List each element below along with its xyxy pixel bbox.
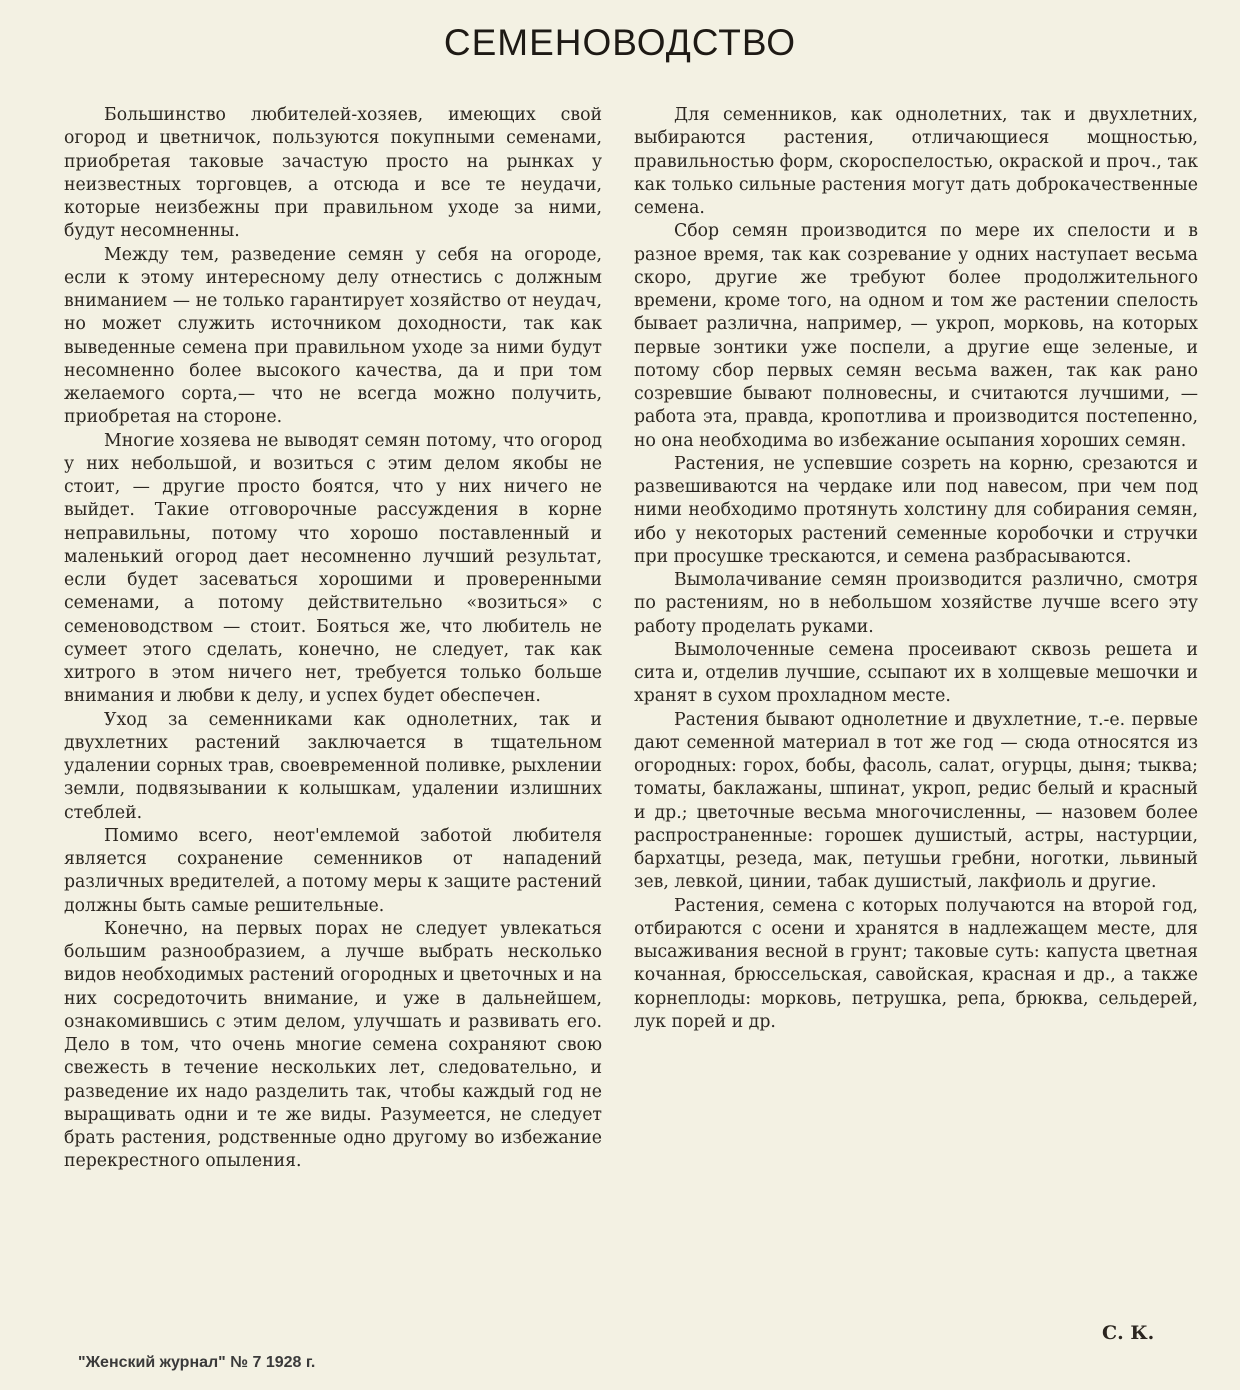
paragraph: Вымолоченные семена просеивают сквозь решета и сита и, отделив лучшие, ссыпают их в холщевые мешочки и хранят в сухом прохладном месте. [634, 639, 1198, 707]
article-title: СЕМЕНОВОДСТВО [443, 22, 797, 63]
paragraph: Растения, не успевшие созреть на корню, срезаются и развешиваются на чердаке или под навесом, при чем под ними необходимо протянуть холстину для собирания семян, ибо у некоторых растений семенные коробочки и стручки при просушке трескаются, и семена разбрасываются. [634, 453, 1198, 567]
paragraph: Уход за семенниками как однолетних, так и двухлетних растений заключается в тщательном удалении сорных трав, своевременной поливке, рыхлении земли, подвязывании к колышкам, удалении излишних стеблей. [64, 709, 602, 823]
paragraph: Вымолачивание семян производится различно, смотря по растениям, но в небольшом хозяйстве лучше всего эту работу проделать руками. [634, 570, 1198, 637]
paragraph: Растения, семена с которых получаются на второй год, отбираются с осени и хранятся в надлежащем месте, для высаживания весной в грунт; таковые суть: капуста цветная кочанная, брюссельская, савойская, красная и др., а также корнеплоды: морковь, петрушка, репа, брюква, сельдерей, лук порей и др. [634, 895, 1198, 1032]
paragraph: Помимо всего, неот'емлемой заботой любителя является сохранение семенников от нападений различных вредителей, а потому меры к защите растений должны быть самые решительные. [64, 825, 602, 916]
author-signature: С. К. [1102, 1322, 1155, 1344]
paragraph: Для семенников, как однолетних, так и двухлетних, выбираются растения, отличающиеся мощностью, правильностью форм, скороспелостью, окраской и проч., так как только сильные растения могут дать доброкачественные семена. [634, 105, 1198, 218]
paragraph: Сбор семян производится по мере их спелости и в разное время, так как созревание у одних наступает весьма скоро, другие же требуют более продолжительного времени, кроме того, на одном и том же растении спелость бывает различна, например, — укроп, морковь, на которых первые зонтики уже поспели, а другие еще зеленые, и потому сбор первых семян весьма важен, так как рано созревшие бывают полновесны, и считаются лучшими, — работа эта, правда, кропотлива и производится постепенно, но она необходима во избежание осыпания хороших семян. [634, 221, 1198, 451]
left-column [64, 104, 602, 1174]
right-column [634, 104, 1198, 1034]
paragraph: Между тем, разведение семян у себя на огороде, если к этому интересному делу отнестись с должным вниманием — не только гарантирует хозяйство от неудач, но может служить источником доходности, так как выведенные семена при правильном уходе за ними будут несомненно более высокого качества, да и при том желаемого сорта,— что не всегда можно получить, приобретая на стороне. [64, 244, 602, 428]
paragraph: Конечно, на первых порах не следует увлекаться большим разнообразием, а лучше выбрать несколько видов необходимых растений огородных и цветочных и на них сосредоточить внимание, и уже в дальнейшем, ознакомившись с этим делом, улучшать и развивать его. Дело в том, что очень многие семена сохраняют свою свежесть в течение нескольких лет, следовательно, и разведение их надо разделить так, чтобы каждый год не выращивать одни и те же виды. Разумеется, не следует брать растения, родственные одно другому во избежание перекрестного опыления. [64, 918, 602, 1172]
paragraph: Растения бывают однолетние и двухлетние, т.-е. первые дают семенной материал в тот же год — сюда относятся из огородных: горох, бобы, фасоль, салат, огурцы, дыня; тыква; томаты, баклажаны, шпинат, укроп, редис белый и красный и др.; цветочные весьма многочисленны, — назовем более распространенные: горошек душистый, астры, настурции, бархатцы, резеда, мак, петушьи гребни, ноготки, львиный зев, левкой, цинии, табак душистый, лакфиоль и другие. [634, 709, 1198, 893]
paragraph: Многие хозяева не выводят семян потому, что огород у них небольшой, и возиться с этим делом якобы не стоит, — другие просто боятся, что у них ничего не выйдет. Такие отговорочные рассуждения в корне неправильны, потому что хорошо поставленный и маленький огород дает несомненно лучший результат, если будет засеваться хорошими и проверенными семенами, а потому действительно «возиться» с семеноводством — стоит. Бояться же, что любитель не сумеет этого сделать, конечно, не следует, так как хитрого в этом ничего нет, требуется только больше внимания и любви к делу, и успех будет обеспечен. [64, 430, 602, 707]
paragraph: Большинство любителей-хозяев, имеющих свой огород и цветничок, пользуются покупными семенами, приобретая таковые зачастую просто на рынках у неизвестных торговцев, а отсюда и все те неудачи, которые неизбежны при правильном уходе за ними, будут несомненны. [64, 105, 602, 242]
source-caption: "Женский журнал" № 7 1928 г. [78, 1354, 316, 1371]
